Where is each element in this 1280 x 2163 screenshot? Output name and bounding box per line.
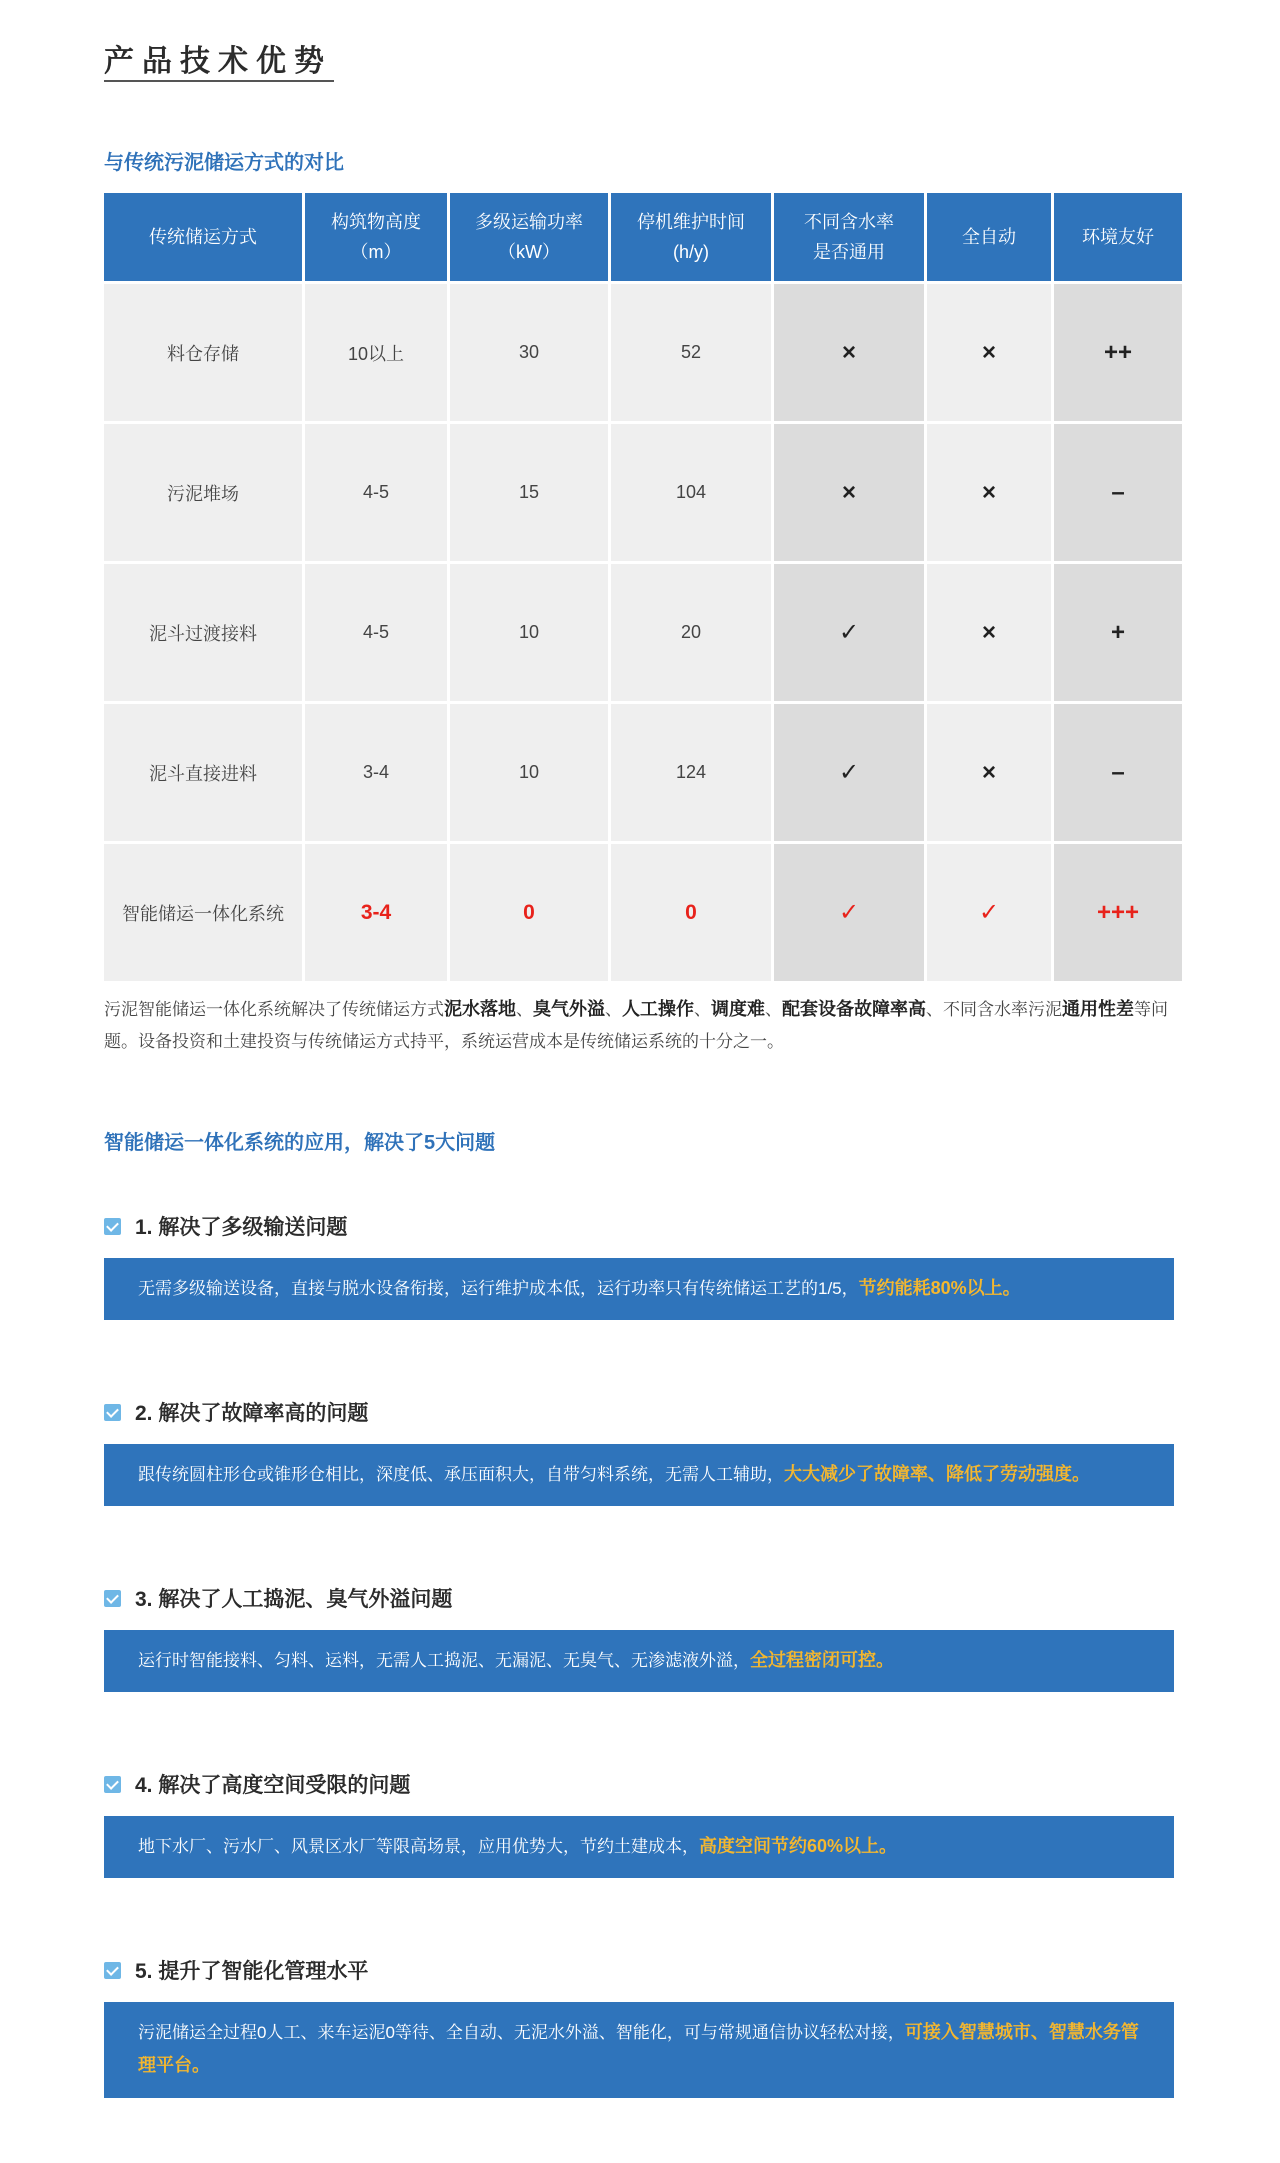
item-title: 2. 解决了故障率高的问题: [135, 1402, 369, 1425]
cell-downtime: 0: [611, 841, 771, 981]
cell-height: 10以上: [305, 281, 447, 421]
item-description: 污泥储运全过程0人工、来车运泥0等待、全自动、无泥水外溢、智能化，可与常规通信协议轻松对接，可接入智慧城市、智慧水务管理平台。: [104, 2002, 1174, 2098]
checkbox-icon: [104, 1590, 121, 1607]
item-title: 3. 解决了人工捣泥、臭气外溢问题: [135, 1588, 453, 1611]
cell-downtime: 52: [611, 281, 771, 421]
table-row: [104, 701, 1182, 841]
cross-icon: ×: [927, 281, 1051, 421]
cell-eco: +: [1054, 561, 1182, 701]
header-power: 多级运输功率 （kW）: [450, 193, 608, 281]
check-icon: ✓: [927, 841, 1051, 981]
table-header-row: [104, 193, 1182, 281]
check-icon: ✓: [774, 561, 924, 701]
checkbox-icon: [104, 1776, 121, 1793]
title-underline: [104, 80, 334, 82]
cell-downtime: 124: [611, 701, 771, 841]
item-description: 运行时智能接料、匀料、运料，无需人工捣泥、无漏泥、无臭气、无渗滤液外溢，全过程密闭可控。: [104, 1630, 1174, 1692]
cross-icon: ×: [774, 421, 924, 561]
checkbox-icon: [104, 1404, 121, 1421]
checkbox-icon: [104, 1218, 121, 1235]
cell-power: 10: [450, 701, 608, 841]
checkbox-icon: [104, 1962, 121, 1979]
cell-height: 4-5: [305, 561, 447, 701]
table-row-highlight: [104, 841, 1182, 981]
header-height: 构筑物高度 （m）: [305, 193, 447, 281]
cell-downtime: 20: [611, 561, 771, 701]
item-description: 地下水厂、污水厂、风景区水厂等限高场景，应用优势大，节约土建成本，高度空间节约60%以上。: [104, 1816, 1174, 1878]
cross-icon: ×: [927, 421, 1051, 561]
item-description: 无需多级输送设备，直接与脱水设备衔接，运行维护成本低，运行功率只有传统储运工艺的1/5，节约能耗80%以上。: [104, 1258, 1174, 1320]
header-downtime: 停机维护时间 (h/y): [611, 193, 771, 281]
cell-height: 4-5: [305, 421, 447, 561]
cell-power: 10: [450, 561, 608, 701]
cell-power: 0: [450, 841, 608, 981]
item-heading: [104, 1397, 368, 1427]
cell-power: 15: [450, 421, 608, 561]
summary-text: 污泥智能储运一体化系统解决了传统储运方式泥水落地、臭气外溢、人工操作、调度难、配套设备故障率高、不同含水率污泥通用性差等问题。设备投资和土建投资与传统储运方式持平，系统运营成本是传统储运系统的十分之一。: [104, 999, 1168, 1051]
cell-method: 智能储运一体化系统: [104, 841, 302, 981]
header-moisture: 不同含水率 是否通用: [774, 193, 924, 281]
cell-method: 泥斗直接进料: [104, 701, 302, 841]
item-title: 5. 提升了智能化管理水平: [135, 1960, 369, 1983]
item-heading: [104, 1955, 368, 1985]
check-icon: ✓: [774, 841, 924, 981]
cell-eco: –: [1054, 701, 1182, 841]
cell-power: 30: [450, 281, 608, 421]
header-eco: 环境友好: [1054, 193, 1182, 281]
cell-method: 料仓存储: [104, 281, 302, 421]
table-row: [104, 421, 1182, 561]
cell-method: 污泥堆场: [104, 421, 302, 561]
comparison-table: [101, 193, 1185, 981]
cross-icon: ×: [927, 561, 1051, 701]
item-title: 1. 解决了多级输送问题: [135, 1216, 348, 1239]
cell-height: 3-4: [305, 701, 447, 841]
cross-icon: ×: [774, 281, 924, 421]
cell-eco: ++: [1054, 281, 1182, 421]
check-icon: ✓: [774, 701, 924, 841]
cross-icon: ×: [927, 701, 1051, 841]
cell-eco: +++: [1054, 841, 1182, 981]
cell-method: 泥斗过渡接料: [104, 561, 302, 701]
table-row: [104, 281, 1182, 421]
cell-eco: –: [1054, 421, 1182, 561]
cell-downtime: 104: [611, 421, 771, 561]
applications-title: 智能储运一体化系统的应用，解决了5大问题: [104, 1132, 496, 1154]
header-method: 传统储运方式: [104, 193, 302, 281]
header-automatic: 全自动: [927, 193, 1051, 281]
table-row: [104, 561, 1182, 701]
cell-height: 3-4: [305, 841, 447, 981]
item-title: 4. 解决了高度空间受限的问题: [135, 1774, 411, 1797]
item-description: 跟传统圆柱形仓或锥形仓相比，深度低、承压面积大，自带匀料系统，无需人工辅助，大大减少了故障率、降低了劳动强度。: [104, 1444, 1174, 1506]
item-heading: [104, 1211, 347, 1241]
item-heading: [104, 1583, 452, 1613]
item-heading: [104, 1769, 410, 1799]
page-title: 产品技术优势: [104, 45, 332, 78]
comparison-title: 与传统污泥储运方式的对比: [104, 152, 344, 174]
